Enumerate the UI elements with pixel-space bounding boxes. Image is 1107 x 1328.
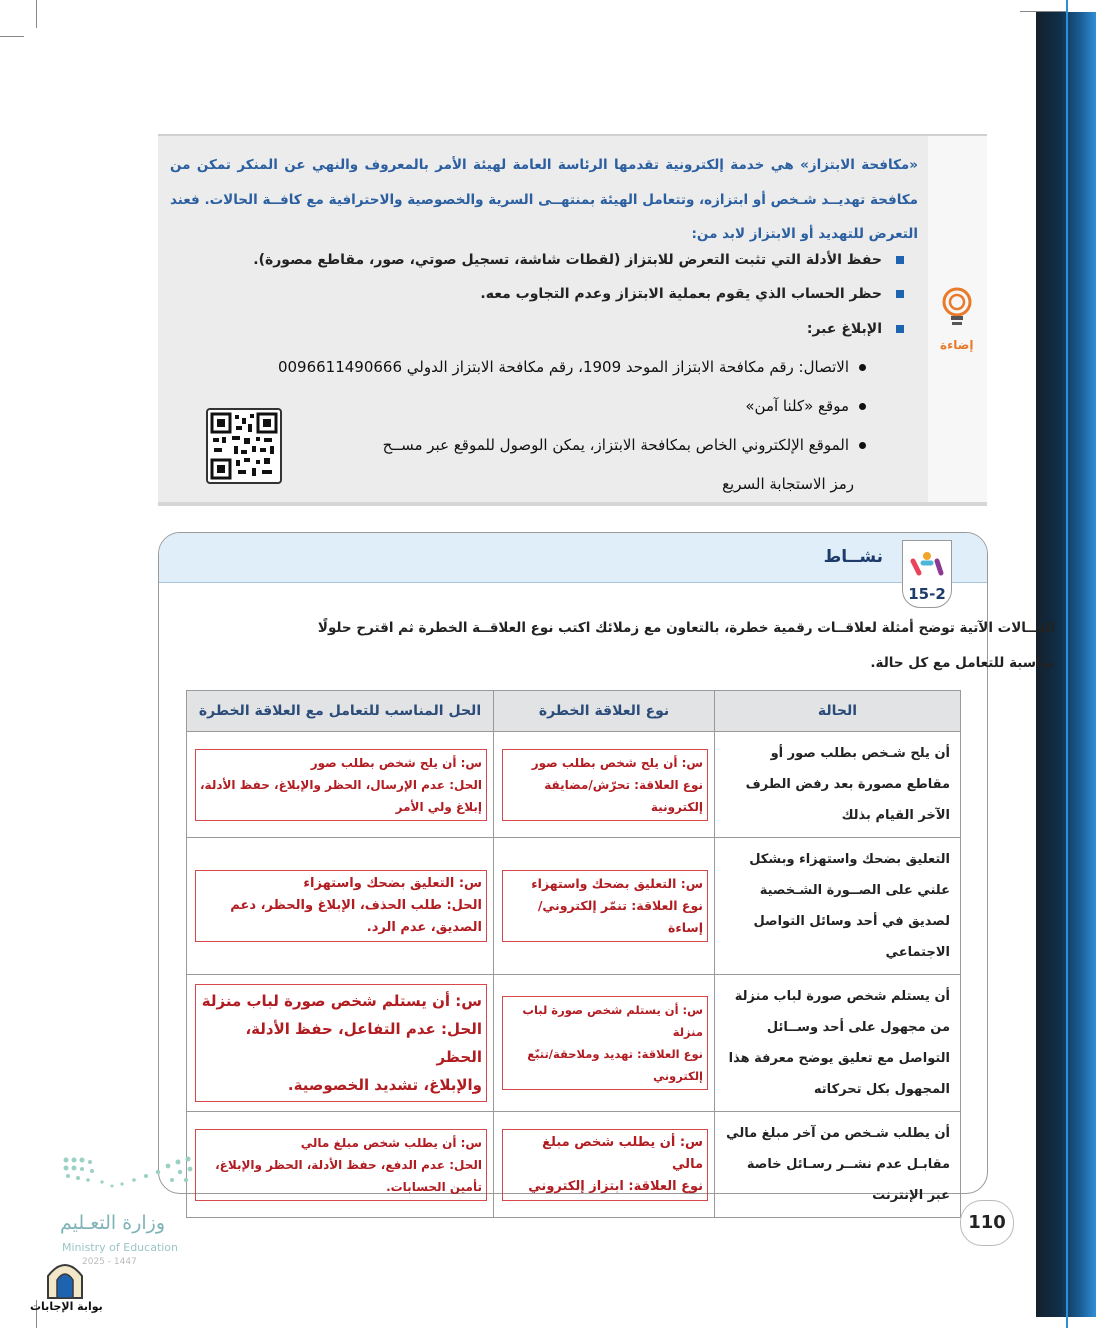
solution-cell[interactable] [187, 838, 494, 975]
table-row [187, 1112, 961, 1218]
page-number: 110 [960, 1200, 1014, 1246]
solution-answer: س: التعليق بضحك واستهزاء الحل: طلب الحذف، الإبلاغ والحظر، دعم الصديق، عدم الرد. [195, 870, 487, 942]
type-cell[interactable] [494, 975, 715, 1112]
type-cell[interactable] [494, 838, 715, 975]
answers-gate-label: بوابة الإجابات [30, 1300, 103, 1313]
activity-badge [902, 540, 952, 608]
type-answer: س: أن يطلب شخص مبلغ مالي نوع العلاقة: ابتزاز إلكتروني [502, 1129, 708, 1201]
ministry-year: 2025 - 1447 [82, 1257, 137, 1267]
table-row [187, 732, 961, 838]
activity-number: 15-2 [908, 585, 946, 603]
activity-table [186, 690, 961, 1218]
header-type: نوع العلاقة الخطرة [494, 691, 715, 732]
solution-cell[interactable] [187, 975, 494, 1112]
case-cell: أن يطلب شـخص من آخر مبلغ مالي مقابـل عدم نشــر رسـائل خاصة عبر الإنترنت [715, 1112, 961, 1218]
dot-bullet-icon [859, 403, 866, 410]
note-paragraph: «مكافحة الابتزاز» هي خدمة إلكترونية تقدمها الرئاسة العامة لهيئة الأمر بالمعروف والنهي عن المنكر تمكن من مكافحة تهديــد شـخص أو ابتزازه، وتتعامل الهيئة بمنتهــى السرية والخصوصية والاحترافية مع كافــة الحالات. فعند التعرض للتهديد أو الابتزاز لابد من: [170, 157, 918, 242]
type-cell[interactable] [494, 732, 715, 838]
type-answer: س: أن يلح شخص بطلب صور نوع العلاقة: تحرّش/مضايقة إلكترونية [502, 749, 708, 821]
square-bullet-icon [896, 256, 904, 264]
note-bullet: حظر الحساب الذي يقوم بعملية الابتزاز وعدم التجاوب معه. [480, 286, 904, 302]
header-case: الحالة [715, 691, 961, 732]
solution-answer: س: أن يلح شخص بطلب صور الحل: عدم الإرسال، الحظر والإبلاغ، حفظ الأدلة، إبلاغ ولي الأمر [195, 749, 487, 821]
note-bullet: الإبلاغ عبر: [807, 321, 904, 337]
report-item: رمز الاستجابة السريع [722, 475, 854, 493]
answers-gate-logo-icon [44, 1256, 86, 1300]
activity-header [159, 533, 987, 583]
solution-cell[interactable] [187, 732, 494, 838]
report-item: الموقع الإلكتروني الخاص بمكافحة الابتزاز، يمكن الوصول للموقع عبر مســح [383, 436, 866, 454]
ministry-name-arabic: وزارة التعـليم [60, 1212, 166, 1234]
type-answer: س: التعليق بضحك واستهزاء نوع العلاقة: تنمّر إلكتروني/إساءة [502, 870, 708, 942]
type-answer: س: أن يستلم شخص صورة لباب منزلة نوع العلاقة: تهديد وملاحقة/تتبّع إلكتروني [502, 996, 708, 1090]
lightbulb-icon [940, 286, 974, 336]
activity-title: نشــاط [823, 547, 883, 567]
report-item: الاتصال: رقم مكافحة الابتزاز الموحد 1909، رقم مكافحة الابتزاز الدولي 0096611490666 [278, 358, 866, 376]
report-item: موقع «كلنا آمن» [745, 397, 866, 415]
ministry-name-english: Ministry of Education [62, 1241, 179, 1254]
table-row [187, 975, 961, 1112]
solution-answer: س: أن يطلب شخص مبلغ مالي الحل: عدم الدفع، حفظ الأدلة، الحظر والإبلاغ، تأمين الحسابات. [195, 1129, 487, 1201]
note-box [158, 136, 928, 502]
crop-mark [36, 0, 37, 28]
dot-bullet-icon [859, 364, 866, 371]
qr-code-icon[interactable] [206, 408, 282, 484]
solution-cell[interactable] [187, 1112, 494, 1218]
solution-answer: س: أن يستلم شخص صورة لباب منزلة الحل: عدم التفاعل، حفظ الأدلة، الحظر والإبلاغ، تشديد الخصوصية. [195, 984, 487, 1102]
activity-instruction: الحــالات الآتية توضح أمثلة لعلاقــات رقمية خطرة، بالتعاون مع زملائك اكتب نوع العلاقــة الخطرة ثم اقترح حلولًا مناسبة للتعامل مع كل حالة. [317, 620, 1055, 671]
square-bullet-icon [896, 290, 904, 298]
table-row [187, 838, 961, 975]
case-cell: أن يستلم شخص صورة لباب منزلة من مجهول على أحد وســائل التواصل مع تعليق يوضح معرفة هذا المجهول بكل تحركاته [715, 975, 961, 1112]
note-side-label: إضاءة [940, 338, 974, 352]
note-bullet: حفظ الأدلة التي تثبت التعرض للابتزاز (لقطات شاشة، تسجيل صوتي، صور، مقاطع مصورة). [253, 252, 904, 268]
note-bottom-rule [158, 502, 987, 506]
type-cell[interactable] [494, 1112, 715, 1218]
header-solution: الحل المناسب للتعامل مع العلاقة الخطرة [187, 691, 494, 732]
page-edge-line [1066, 0, 1068, 1328]
square-bullet-icon [896, 325, 904, 333]
ministry-logo-icon [62, 1154, 197, 1194]
case-cell: أن يلح شـخص بطلب صور أو مقاطع مصورة بعد رفض الطرف الآخر القيام بذلك [715, 732, 961, 838]
dot-bullet-icon [859, 442, 866, 449]
case-cell: التعليق بضحك واستهزاء وبشكل علني على الصــورة الشـخصية لصديق في أحد وسائل التواصل الاجتماعي [715, 838, 961, 975]
activity-logo-icon [907, 549, 947, 579]
crop-mark [0, 36, 24, 37]
